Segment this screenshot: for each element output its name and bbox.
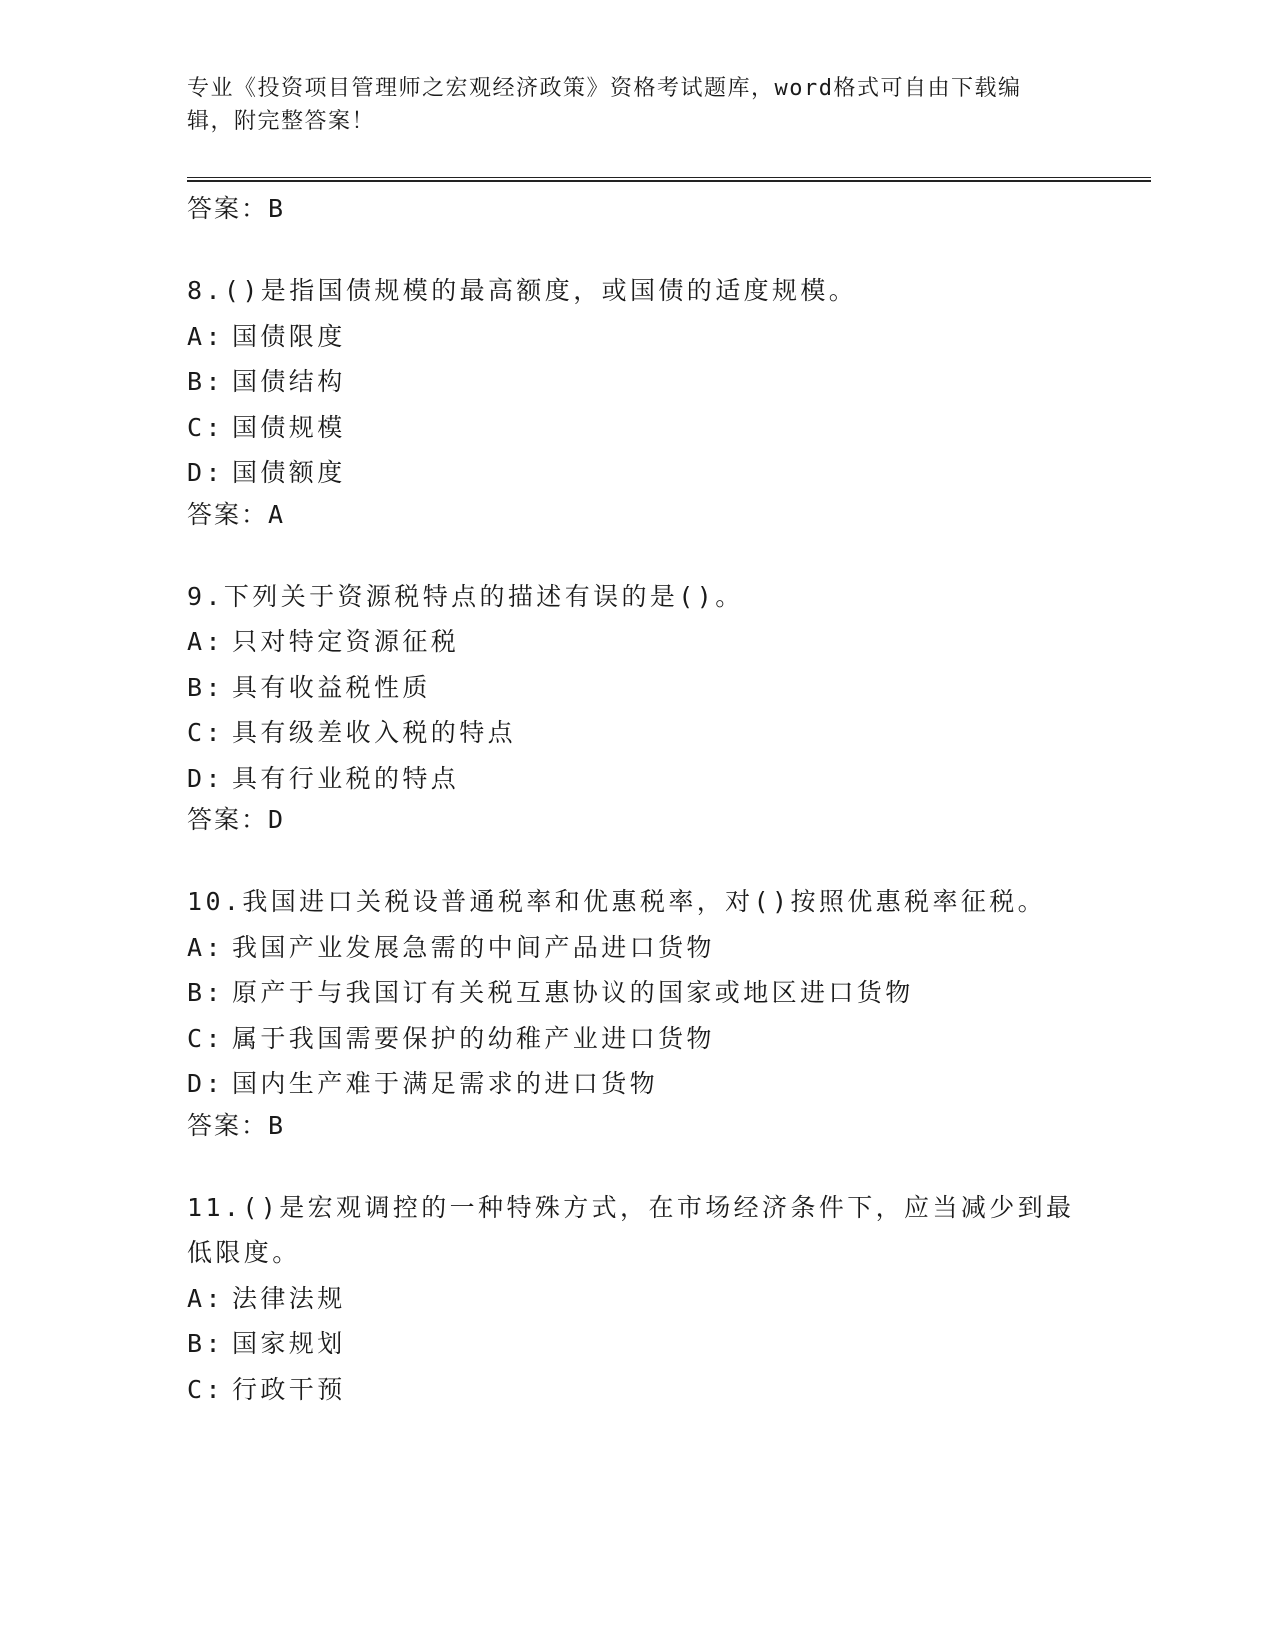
answer-option: [187, 1016, 1087, 1062]
answer-option: [187, 710, 1087, 756]
question-block: [187, 268, 1087, 541]
option-letter: A:: [187, 932, 224, 962]
answer-option: [187, 665, 1087, 711]
option-letter: A:: [187, 627, 224, 656]
answer-option: [187, 1061, 1087, 1107]
answer-option: [187, 1367, 1087, 1413]
question-stem: 10.我国进口关税设普通税率和优惠税率，对()按照优惠税率征税。: [187, 887, 1047, 916]
question-block: [187, 1185, 1087, 1413]
question-block: [187, 574, 1087, 847]
option-letter: C:: [187, 1374, 224, 1404]
answer-option: [187, 1276, 1087, 1322]
option-text: 具有收益税性质: [232, 672, 431, 702]
option-text: 国债规模: [232, 412, 346, 442]
option-letter: B:: [187, 672, 224, 702]
option-text: 属于我国需要保护的幼稚产业进口货物: [232, 1023, 715, 1053]
option-text: 我国产业发展急需的中间产品进口货物: [232, 932, 715, 962]
answer-option: [187, 756, 1087, 802]
answer-option: [187, 405, 1087, 451]
question-block: [187, 879, 1087, 1152]
question-stem: 8.()是指国债规模的最高额度，或国债的适度规模。: [187, 276, 858, 305]
option-letter: B:: [187, 1329, 224, 1358]
option-text: 具有级差收入税的特点: [232, 718, 517, 747]
answer-option: [187, 970, 1087, 1016]
option-letter: B:: [187, 978, 224, 1007]
option-letter: A:: [187, 321, 224, 351]
header-divider: [187, 177, 1151, 182]
option-letter: D:: [187, 1069, 224, 1098]
answer-line: 答案：D: [187, 805, 286, 834]
option-text: 国债额度: [232, 458, 346, 487]
question-stem: 9.下列关于资源税特点的描述有误的是()。: [187, 581, 744, 611]
answer-option: [187, 314, 1087, 360]
answer-option: [187, 1321, 1087, 1367]
option-text: 国债结构: [232, 367, 346, 396]
option-letter: C:: [187, 412, 224, 442]
option-text: 国内生产难于满足需求的进口货物: [232, 1069, 659, 1098]
question-stem: 11.()是宏观调控的一种特殊方式，在市场经济条件下，应当减少到最低限度。: [187, 1192, 1075, 1267]
option-text: 国债限度: [232, 321, 346, 351]
option-letter: A:: [187, 1283, 224, 1313]
option-letter: D:: [187, 763, 224, 793]
answer-option: [187, 925, 1087, 971]
answer-option: [187, 359, 1087, 405]
option-text: 法律法规: [232, 1283, 346, 1313]
option-text: 原产于与我国订有关税互惠协议的国家或地区进口货物: [232, 978, 914, 1007]
answer-option: [187, 450, 1087, 496]
answer-option: [187, 619, 1087, 665]
option-letter: C:: [187, 718, 224, 747]
question-list: [187, 190, 1087, 1445]
option-letter: B:: [187, 367, 224, 396]
questions-container: [187, 268, 1087, 1412]
option-text: 只对特定资源征税: [232, 627, 460, 656]
previous-answer: 答案：B: [187, 194, 286, 223]
option-text: 具有行业税的特点: [232, 763, 460, 793]
option-text: 国家规划: [232, 1329, 346, 1358]
answer-line: 答案：B: [187, 1110, 286, 1140]
document-header: 专业《投资项目管理师之宏观经济政策》资格考试题库，word格式可自由下载编辑，附完整答案！: [187, 76, 1022, 134]
answer-line: 答案：A: [187, 499, 286, 529]
option-text: 行政干预: [232, 1374, 346, 1404]
option-letter: C:: [187, 1023, 224, 1053]
option-letter: D:: [187, 458, 224, 487]
